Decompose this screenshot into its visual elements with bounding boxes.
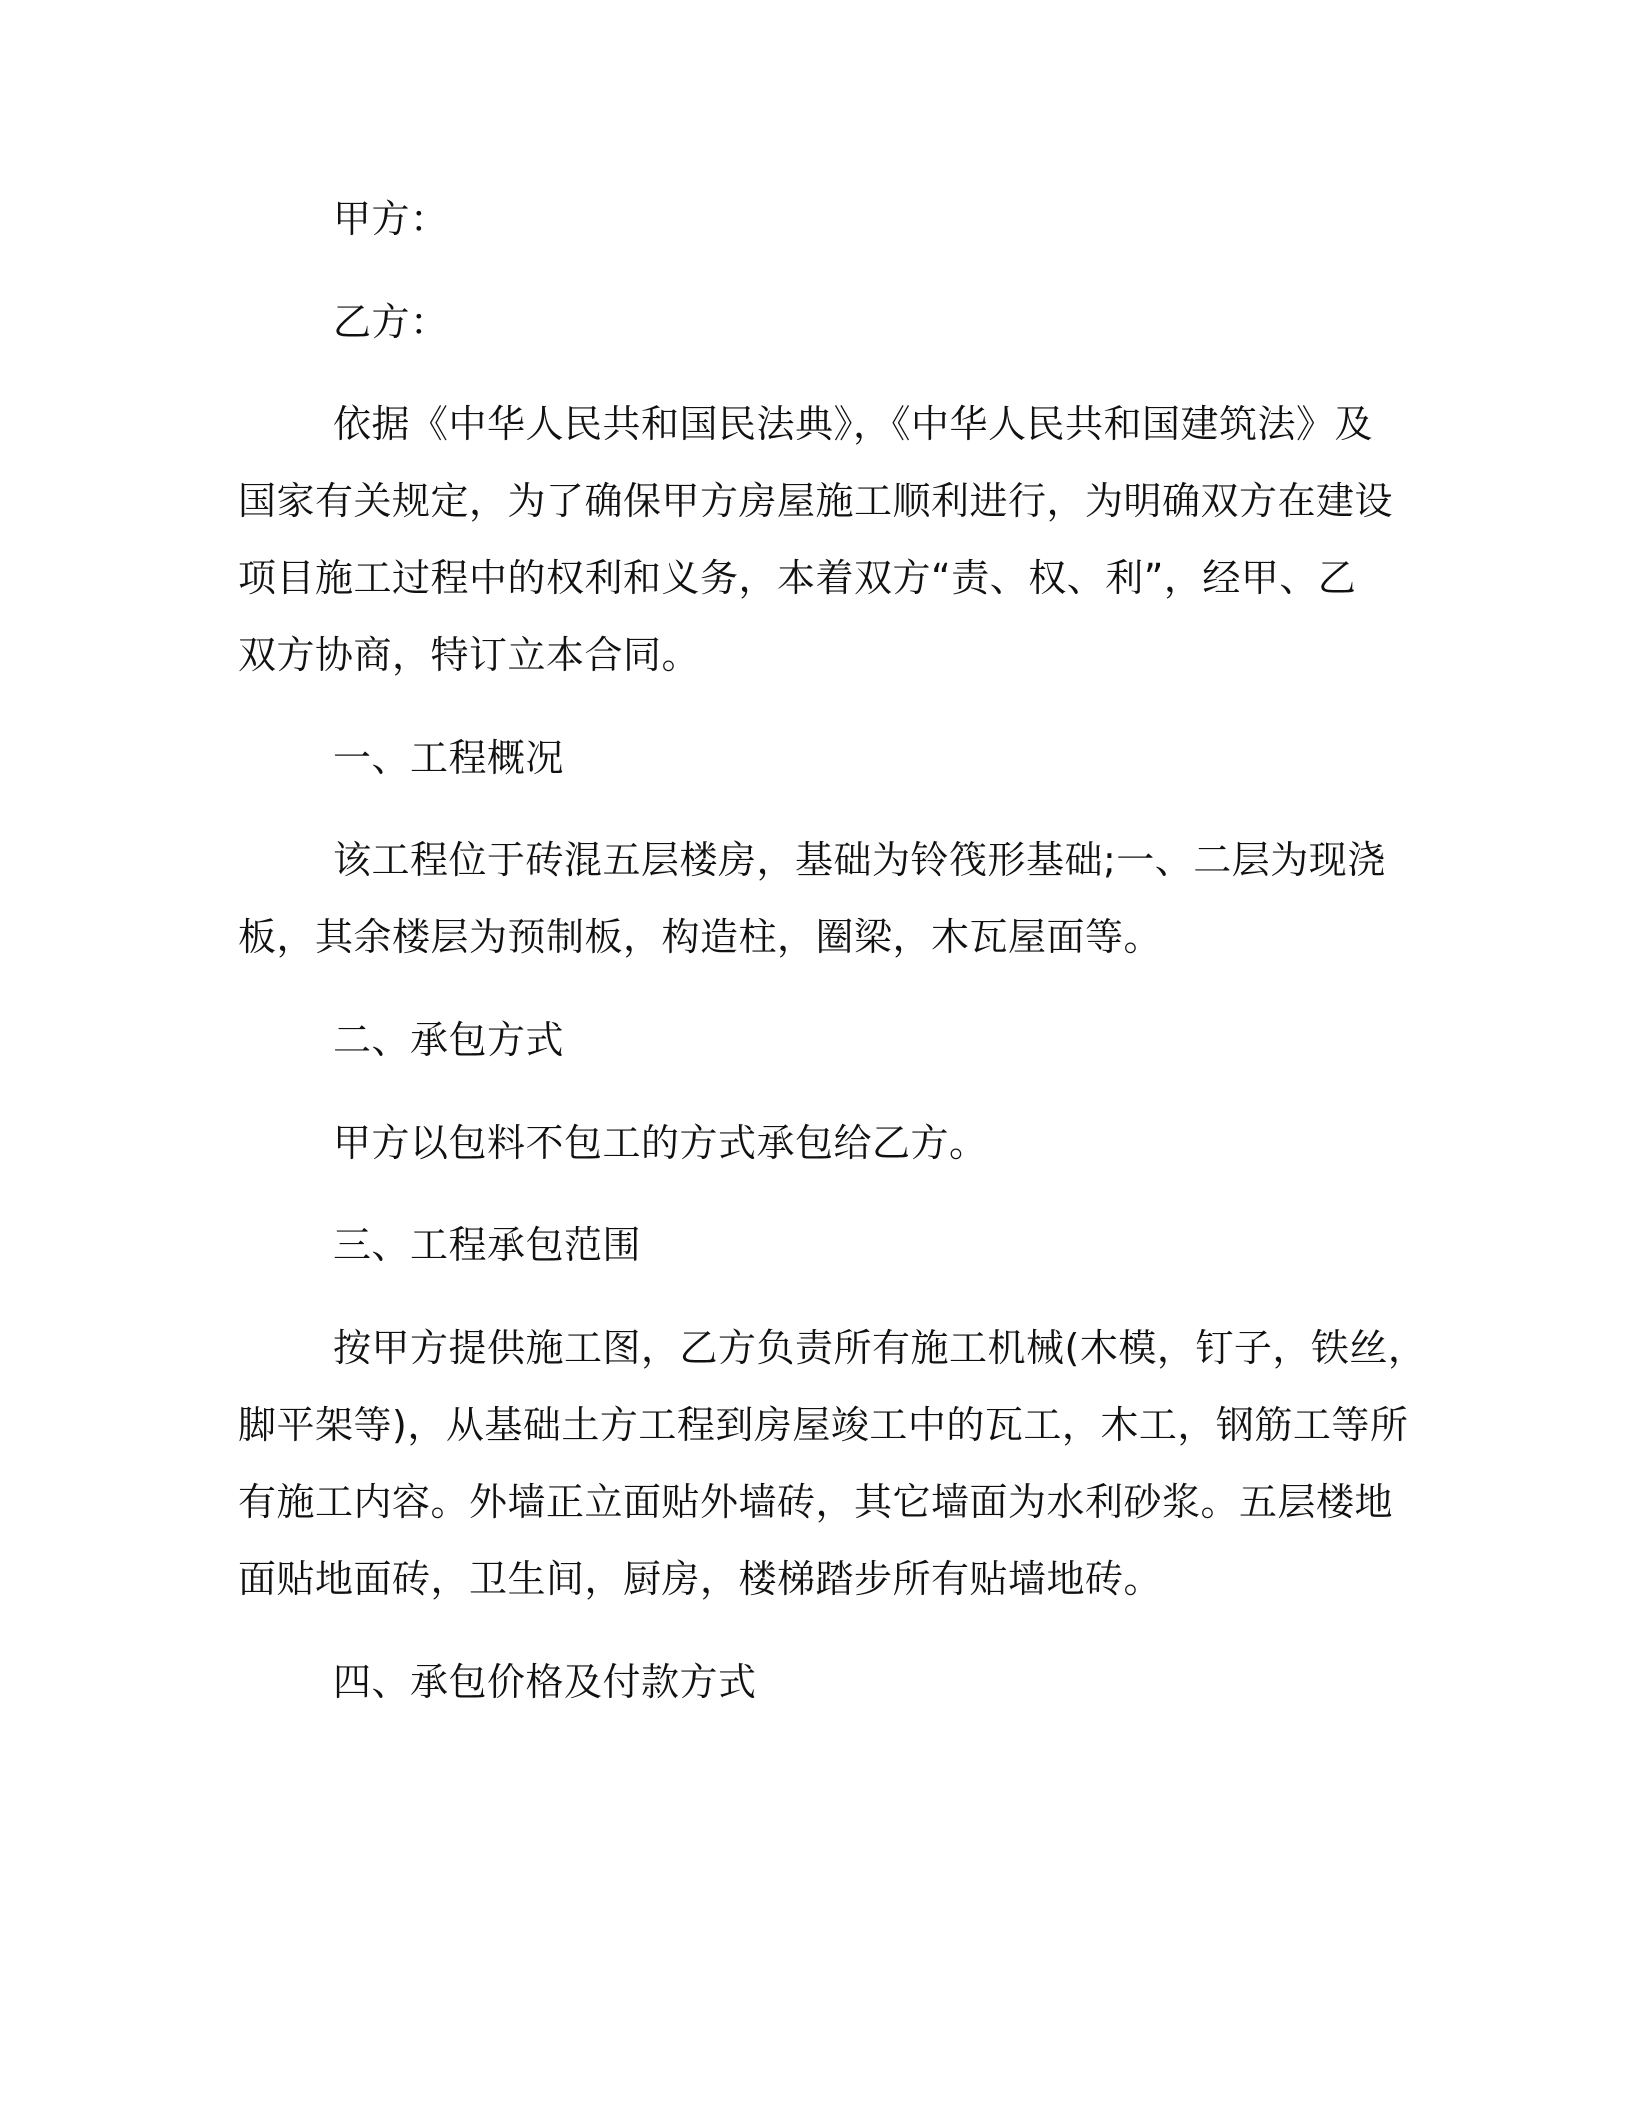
section3-line-2: 脚平架等)，从基础土方工程到房屋竣工中的瓦工，木工，钢筋工等所 — [238, 1403, 1409, 1447]
section3-line-3: 有施工内容。外墙正立面贴外墙砖，其它墙面为水利砂浆。五层楼地 — [238, 1480, 1394, 1524]
section1-line-2: 板，其余楼层为预制板，构造柱，圈梁，木瓦屋面等。 — [238, 915, 1163, 959]
section3-line-4: 面贴地面砖，卫生间，厨房，楼梯踏步所有贴墙地砖。 — [238, 1557, 1163, 1601]
section-heading-1: 一、工程概况 — [333, 736, 565, 780]
preamble-line-4: 双方协商，特订立本合同。 — [238, 633, 701, 677]
section-heading-4: 四、承包价格及付款方式 — [333, 1660, 757, 1704]
party-a-label: 甲方： — [333, 197, 449, 241]
preamble-line-2: 国家有关规定，为了确保甲方房屋施工顺利进行，为明确双方在建设 — [238, 479, 1394, 523]
section3-line-1: 按甲方提供施工图，乙方负责所有施工机械(木模，钉子，铁丝， — [333, 1326, 1427, 1370]
preamble-line-1: 依据《中华人民共和国民法典》，《中华人民共和国建筑法》及 — [333, 402, 1374, 446]
section-heading-3: 三、工程承包范围 — [333, 1223, 642, 1267]
section1-line-1: 该工程位于砖混五层楼房，基础为铃筏形基础;一、二层为现浇 — [333, 838, 1386, 882]
section2-line-1: 甲方以包料不包工的方式承包给乙方。 — [333, 1121, 988, 1165]
preamble-line-3: 项目施工过程中的权利和义务，本着双方“责、权、利”，经甲、乙 — [238, 556, 1357, 600]
section-heading-2: 二、承包方式 — [333, 1018, 565, 1062]
party-b-label: 乙方： — [333, 300, 449, 344]
